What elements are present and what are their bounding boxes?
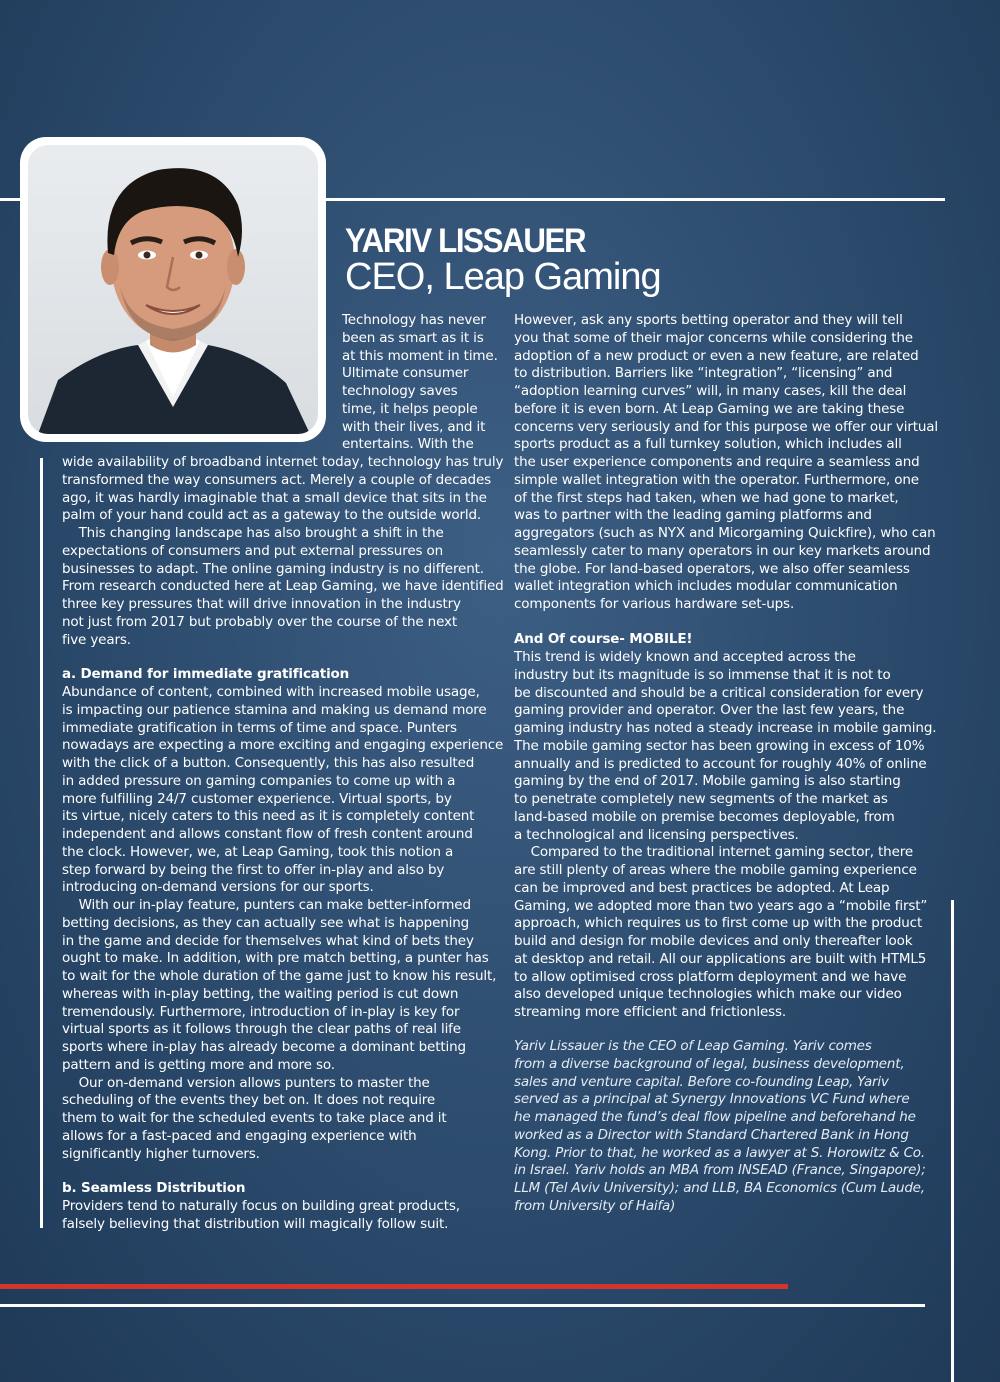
bottom-rule [0, 1304, 925, 1307]
red-accent-rule [0, 1284, 788, 1289]
left-vertical-rule [40, 458, 43, 1228]
author-bio: Yariv Lissauer is the CEO of Leap Gaming. Yariv comes from a diverse background of legal, business development, sales and venture capital. Before co-founding Leap, Yariv served as a principal at Synergy Innovations VC Fund where he managed the fund’s deal flow pipeline and beforehand he worked as a Director with Standard Chartered Bank in Hong Kong. Prior to that, he worked as a lawyer at S. Horowitz & Co. in Israel. Yariv holds an MBA from INSEAD (France, Singapore); LLM (Tel Aviv University); and LLB, BA Economics (Cum Laude, from University of Haifa) [514, 1038, 926, 1214]
section-b-heading: b. Seamless Distribution [62, 1180, 246, 1196]
section-b-body: Providers tend to naturally focus on building great products, falsely believing that distribution will magically follow suit. [62, 1198, 460, 1232]
mobile-heading: And Of course- MOBILE! [514, 631, 693, 647]
section-a-body: Abundance of content, combined with increased mobile usage, is impacting our patience stamina and making us demand more immediate gratification in terms of time and space. Punters nowadays are expecting a more exciting and engaging experience with the click of a button. Consequently, this has also resulted in added pressure on gaming companies to come up with a more fulfilling 24/7 customer experience. Virtual sports, by its virtue, nicely caters to this need as it is completely content independent and allows constant flow of fresh content around the clock. However, we, at Leap Gaming, took this notion a step forward by being the first to offer in-play and also by introducing on-demand versions for our sports. With our in-play feature, punters can make better-informed betting decisions, as they can actually see what is happening in the game and decide for themselves what kind of bets they ought to make. In addition, with pre match betting, a punter has to wait for the whole duration of the game just to know his result, whereas with in-play betting, the waiting period is cut down tremendously. Furthermore, introduction of in-play is key for virtual sports as it follows through the clear paths of real life sports where in-play has already become a dominant betting pattern and is getting more and more so. Our on-demand version allows punters to master the scheduling of the events they bet on. It does not require them to wait for the scheduled events to take place and it allows for a fast-paced and engaging experience with significantly higher turnovers. [62, 684, 504, 1162]
right-vertical-rule [951, 900, 954, 1382]
portrait-photo [28, 145, 318, 434]
section-a-heading: a. Demand for immediate gratification [62, 666, 350, 682]
distribution-paragraph: However, ask any sports betting operator and they will tell you that some of their major concerns while considering the adoption of a new product or even a new feature, are related to distribution. Barriers like “integration”, “licensing” and “adoption learning curves” will, in many cases, kill the deal before it is even born. At Leap Gaming we are taking these concerns very seriously and for this purpose we offer our virtual sports product as a full turnkey solution, which includes all the user experience components and require a seamless and simple wallet integration with the operator. Furthermore, one of the first steps had taken, when we had gone to market, was to partner with the leading gaming platforms and aggregators (such as NYX and Micorgaming Quickfire), who can seamlessly cater to many operators in our key markets around the globe. For land-based operators, we also offer seamless wallet integration which includes modular communication components for various hardware set-ups. [514, 312, 939, 612]
intro-narrow-paragraph: Technology has never been as smart as it is at this moment in time. Ultimate consumer technology saves time, it helps people with their lives, and it entertains. With the [342, 312, 498, 453]
portrait-frame [20, 137, 326, 442]
intro-paragraph: wide availability of broadband internet today, technology has truly transformed the way consumers act. Merely a couple of decades ago, it was hardly imaginable that a small device that sits in the palm of your hand could act as a gateway to the outside world. This changing landscape has also brought a shift in the expectations of consumers and put external pressures on businesses to adapt. The online gaming industry is no different. From research conducted here at Leap Gaming, we have identified three key pressures that will drive innovation in the industry not just from 2017 but probably over the course of the next five years. [62, 454, 504, 648]
portrait-illustration [28, 145, 318, 434]
person-role: CEO, Leap Gaming [345, 256, 661, 298]
mobile-body: This trend is widely known and accepted across the industry but its magnitude is so immense that it is not to be discounted and should be a critical consideration for every gaming provider and operator. Over the last few years, the gaming industry has noted a steady increase in mobile gaming. The mobile gaming sector has been growing in excess of 10% annually and is predicted to account for roughly 40% of online gaming by the end of 2017. Mobile gaming is also starting to penetrate completely new segments of the market as land-based mobile on premise becomes deployable, from a technological and licensing perspectives. Compared to the traditional internet gaming sector, there are still plenty of areas where the mobile gaming experience can be improved and best practices be adopted. At Leap Gaming, we adopted more than two years ago a “mobile first” approach, which requires us to first come up with the product build and design for mobile devices and only thereafter look at desktop and retail. All our applications are built with HTML5 to allow optimised cross platform deployment and we have also developed unique technologies which make our video streaming more efficient and frictionless. [514, 649, 937, 1020]
person-name: YARIV LISSAUER [345, 222, 586, 260]
